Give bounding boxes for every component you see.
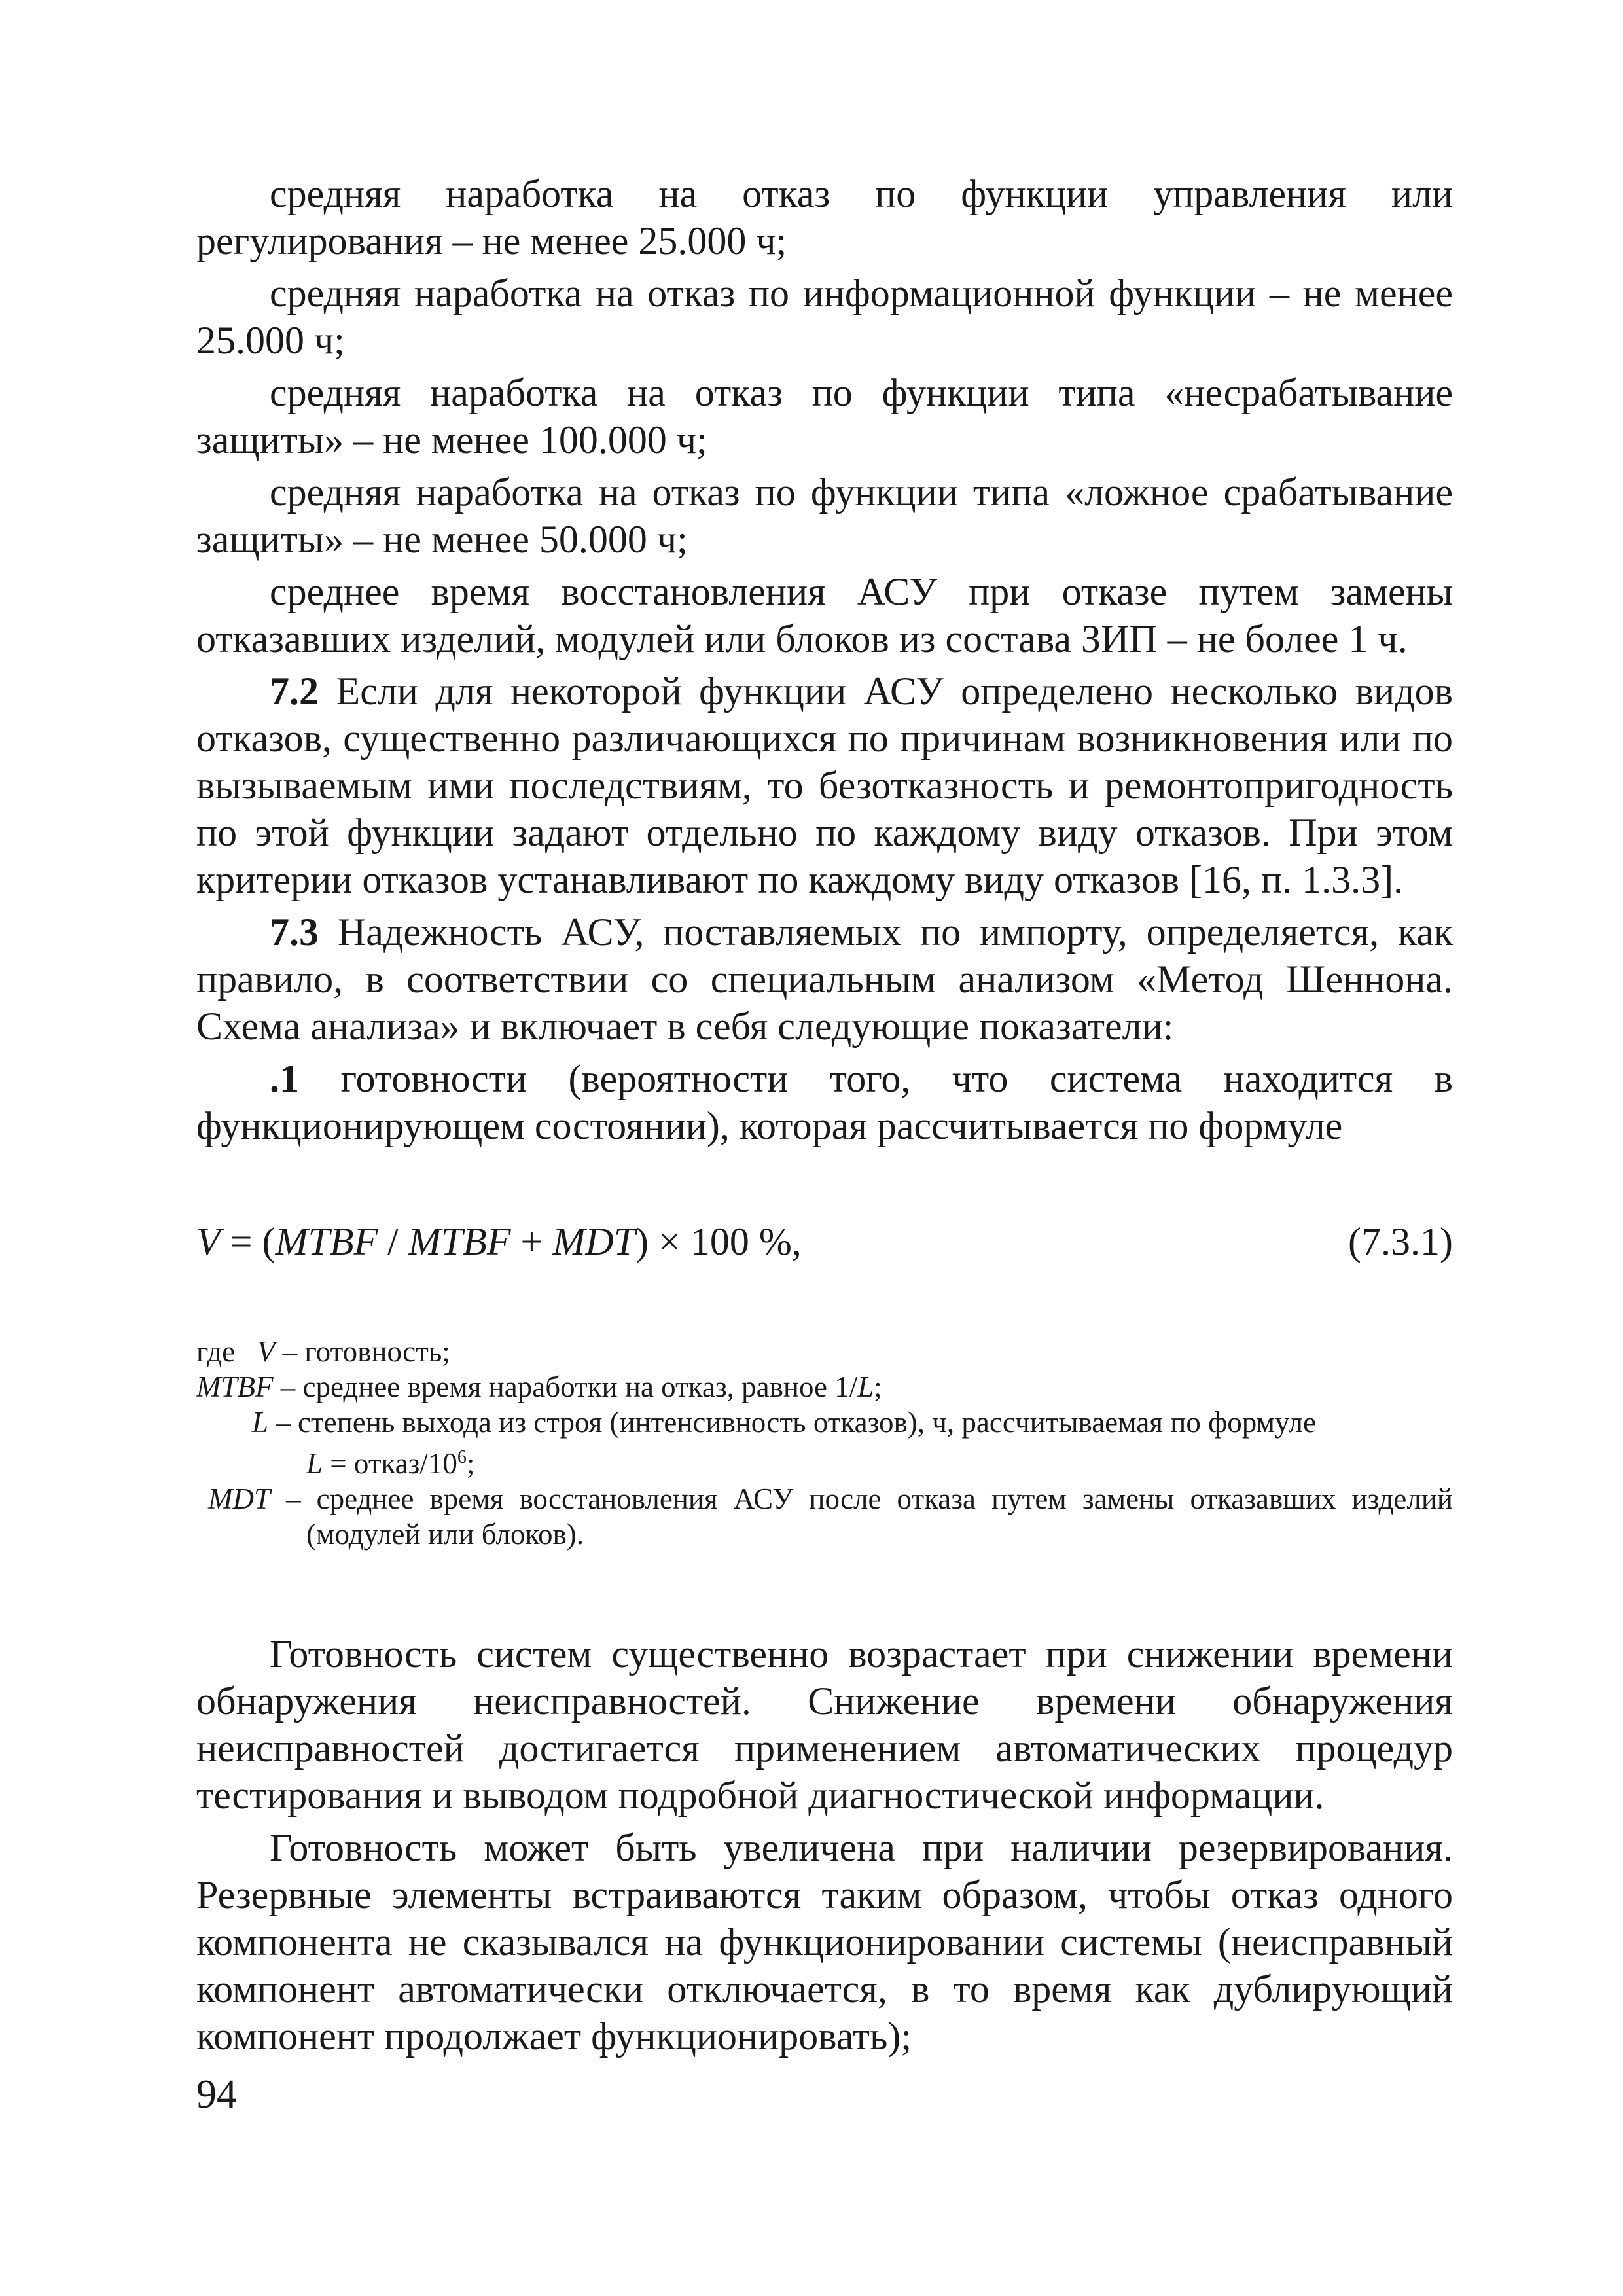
legend-row-v (196, 1334, 1453, 1369)
legend-symbol: L (252, 1406, 269, 1439)
section-text: Если для некоторой функции АСУ определено несколько видов отказов, существенно различающихся по причинам возникновения или по вызываемым ими последствиям, то безотказность и ремонтопригодность по этой функции задают отдельно по каждому виду отказов. При этом критерии отказов устанавливают по каждому виду отказов [16, п. 1.3.3]. (196, 670, 1453, 901)
legend-formula: = отказ/10 (323, 1447, 457, 1480)
formula-operator: = ( (220, 1220, 276, 1263)
legend-description: – среднее время наработки на отказ, равное 1/ (273, 1371, 858, 1403)
section-number: 7.3 (270, 910, 319, 954)
section-text: Надежность АСУ, поставляемых по импорту, определяется, как правило, в соответствии со специальным анализом «Метод Шеннона. Схема анализа» и включает в себя следующие показатели: (196, 910, 1453, 1048)
formula-7-3-1 (196, 1218, 1453, 1265)
legend-row-l (196, 1405, 1453, 1481)
paragraph-availability-redundancy: Готовность может быть увеличена при наличии резервирования. Резервные элементы встраиваются таким образом, чтобы отказ одного компонента не сказывался на функционировании системы (неисправный компонент автоматически отключается, в то время как дублирующий компонент продолжает функционировать); (196, 1826, 1453, 2058)
legend-punct: ; (874, 1371, 882, 1403)
paragraph-mtbf-no-trip: средняя наработка на отказ по функции типа «несрабатывание защиты» – не менее 100.000 ч; (196, 371, 1453, 461)
legend-symbol: V (257, 1335, 276, 1368)
paragraph-mtbf-false-trip: средняя наработка на отказ по функции типа «ложное срабатывание защиты» – не менее 50.000 ч; (196, 471, 1453, 561)
legend-symbol: MTBF (196, 1371, 274, 1403)
section-7-2 (196, 668, 1453, 903)
formula-legend (196, 1334, 1453, 1552)
formula-operator: / (378, 1220, 408, 1263)
legend-row-mtbf (196, 1369, 1453, 1405)
legend-where: где (196, 1335, 236, 1368)
legend-row-mdt (196, 1481, 1453, 1552)
page-body (196, 170, 1453, 2060)
legend-punct: ; (466, 1447, 475, 1480)
formula-symbol-mdt: MDT (552, 1220, 635, 1263)
legend-symbol: MDT (208, 1482, 271, 1515)
legend-description: – готовность; (275, 1335, 450, 1368)
item-1-availability (196, 1055, 1453, 1149)
formula-operator: ) × 100 %, (635, 1220, 802, 1263)
section-7-3 (196, 908, 1453, 1050)
formula-symbol-v: V (196, 1220, 221, 1263)
legend-symbol: L (306, 1447, 323, 1480)
formula-number: (7.3.1) (1348, 1220, 1453, 1263)
legend-symbol: L (857, 1371, 874, 1403)
paragraph-availability-detection: Готовность систем существенно возрастает при снижении времени обнаружения неисправностей. Снижение времени обнаружения неисправностей достигается применением автоматических процедур тестирования и выводом подробной диагностической информации. (196, 1632, 1453, 1817)
legend-description: – среднее время восстановления АСУ после отказа путем замены отказавших изделий (модулей или блоков). (270, 1482, 1453, 1551)
paragraph-mean-restore-time: среднее время восстановления АСУ при отказе путем замены отказавших изделий, модулей или блоков из состава ЗИП – не более 1 ч. (196, 570, 1453, 660)
page-number: 94 (196, 2072, 237, 2117)
item-number: .1 (270, 1057, 299, 1100)
item-text: готовности (вероятности того, что система находится в функционирующем состоянии), которая рассчитывается по формуле (196, 1057, 1453, 1147)
paragraph-mtbf-control: средняя наработка на отказ по функции управления или регулирования – не менее 25.000 ч; (196, 172, 1453, 262)
section-number: 7.2 (270, 670, 319, 713)
paragraph-mtbf-info: средняя наработка на отказ по информационной функции – не менее 25.000 ч; (196, 272, 1453, 362)
legend-description: – степень выхода из строя (интенсивность отказов), ч, рассчитываемая по формуле (268, 1406, 1316, 1439)
legend-exponent: 6 (457, 1447, 467, 1467)
formula-symbol-mtbf: MTBF (408, 1220, 511, 1263)
formula-operator: + (510, 1220, 553, 1263)
formula-expression (196, 1218, 802, 1265)
formula-symbol-mtbf: MTBF (275, 1220, 378, 1263)
